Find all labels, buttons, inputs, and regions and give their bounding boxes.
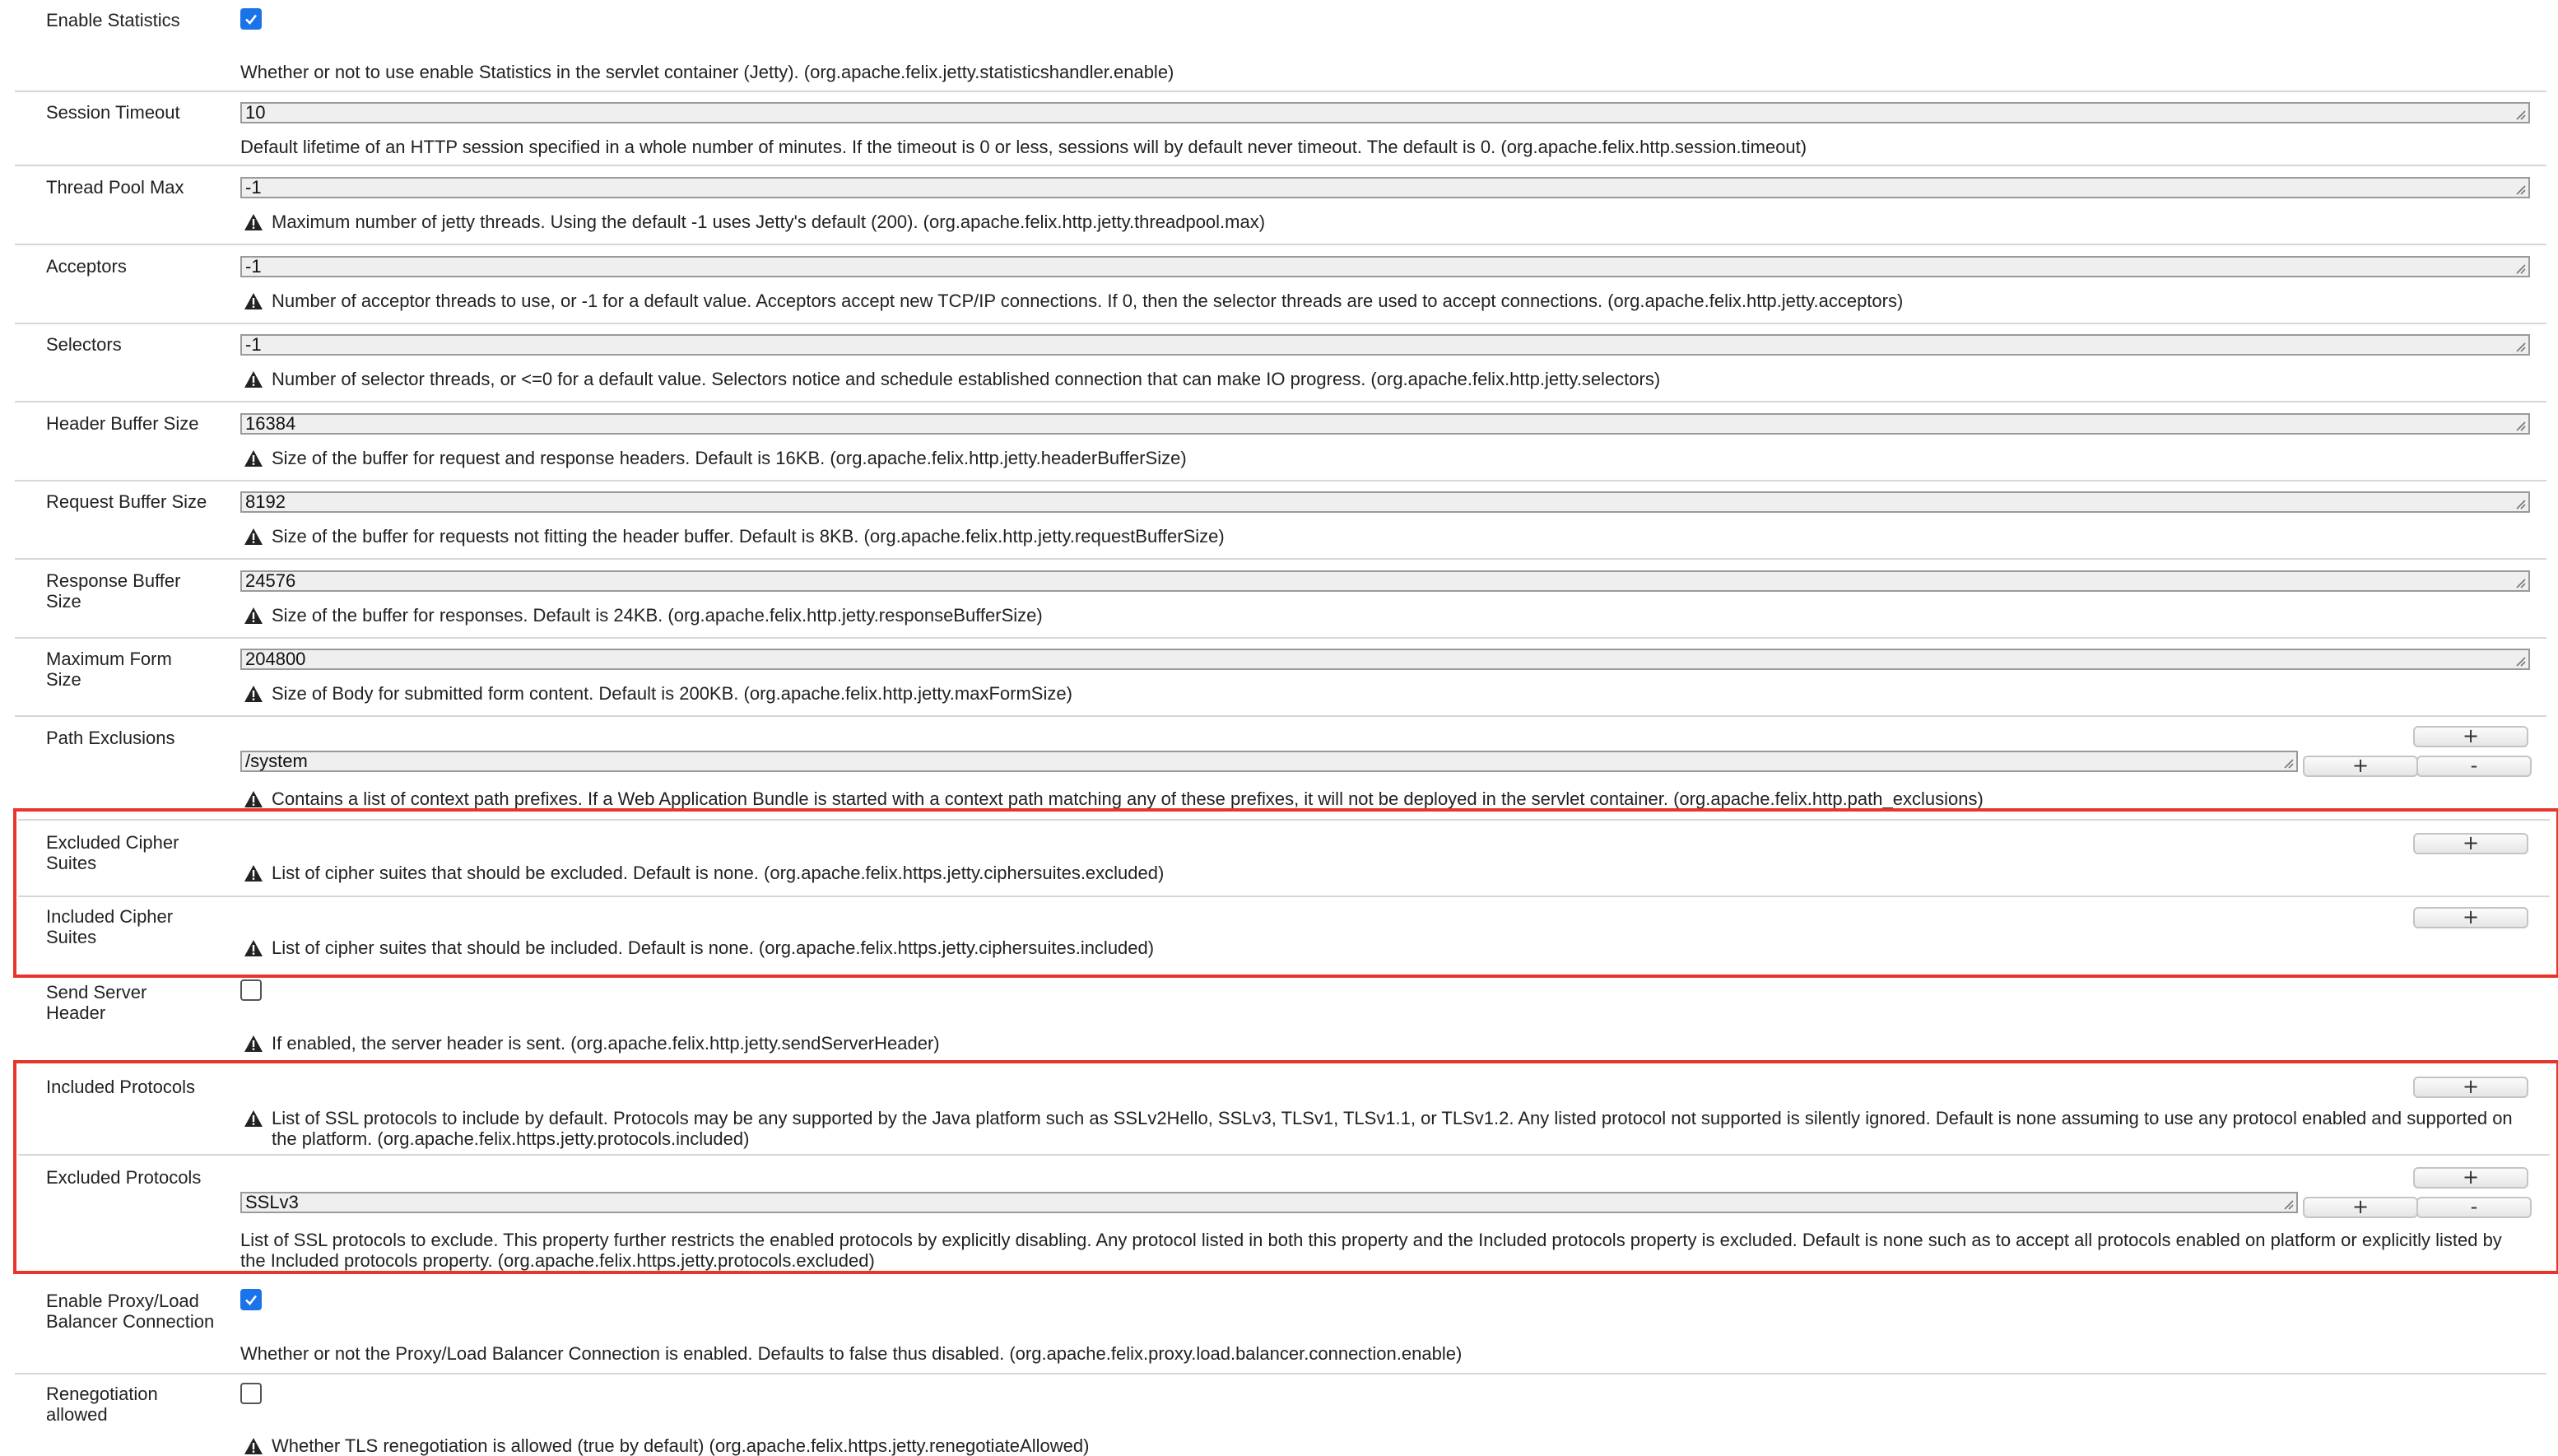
selectors-field[interactable] <box>240 334 2530 356</box>
send-server-header-description-row <box>240 1033 2525 1054</box>
row-separator <box>15 244 2546 245</box>
header-buffer-size-field[interactable] <box>240 413 2530 435</box>
row-separator <box>15 637 2546 639</box>
selectors-description-row <box>240 369 2525 389</box>
excluded-protocols-description: List of SSL protocols to exclude. This property further restricts the enabled protocols by explicitly disabling. Any protocol listed in both this property and the Included protocols property is excluded. Default is none such as to accept all protocols enabled on platform or explicitly listed by the Included protocols property. (org.apache.felix.https.jetty.protocols.excluded) <box>240 1230 2502 1271</box>
included-protocols-add-button[interactable]: + <box>2413 1077 2528 1098</box>
row-separator <box>15 1373 2546 1375</box>
path-exclusions-add-button[interactable]: + <box>2413 726 2528 747</box>
path-exclusions-description: Contains a list of context path prefixes. If a Web Application Bundle is started with a context path matching any of these prefixes, it will not be deployed in the servlet container. (org.apache.felix.http.path_exclusions) <box>272 788 1984 809</box>
thread-pool-max-description: Maximum number of jetty threads. Using the default -1 uses Jetty's default (200). (org.apache.felix.http.jetty.threadpool.max) <box>272 212 1266 232</box>
header-buffer-size-description: Size of the buffer for request and response headers. Default is 16KB. (org.apache.felix.http.jetty.headerBufferSize) <box>272 448 1187 468</box>
excluded-protocols-remove-button[interactable]: - <box>2416 1197 2532 1218</box>
excluded-protocols-value: SSLv3 <box>245 1192 299 1212</box>
row-separator <box>18 895 2550 897</box>
path-exclusions-label: Path Exclusions <box>46 728 175 748</box>
excluded-protocols-add-button[interactable]: + <box>2413 1167 2528 1189</box>
path-exclusions-description-row <box>240 788 2525 809</box>
send-server-header-description: If enabled, the server header is sent. (org.apache.felix.http.jetty.sendServerHeader) <box>272 1033 940 1054</box>
enable-proxy-label: Enable Proxy/Load Balancer Connection <box>46 1291 215 1332</box>
session-timeout-field[interactable] <box>240 102 2530 123</box>
acceptors-value: -1 <box>245 256 262 277</box>
path-exclusions-value: /system <box>245 751 308 771</box>
row-separator <box>18 819 2550 821</box>
header-buffer-size-label: Header Buffer Size <box>46 413 199 434</box>
thread-pool-max-field[interactable] <box>240 177 2530 198</box>
row-separator <box>15 401 2546 402</box>
excluded-cipher-suites-label: Excluded Cipher Suites <box>46 832 179 873</box>
enable-proxy-description: Whether or not the Proxy/Load Balancer Connection is enabled. Defaults to false thus disabled. (org.apache.felix.proxy.load.balancer.connection.enable) <box>240 1343 1463 1364</box>
enable-statistics-checkbox[interactable] <box>240 8 262 30</box>
enable-statistics-description: Whether or not to use enable Statistics in the servlet container (Jetty). (org.apache.felix.jetty.statisticshandler.enable) <box>240 62 1174 82</box>
renegotiation-allowed-checkbox[interactable] <box>240 1383 262 1404</box>
excluded-cipher-suites-add-button[interactable]: + <box>2413 833 2528 854</box>
selectors-description: Number of selector threads, or <=0 for a default value. Selectors notice and schedule established connection that can make IO progress. (org.apache.felix.http.jetty.selectors) <box>272 369 1661 389</box>
warning-icon <box>244 1109 263 1128</box>
renegotiation-allowed-label: Renegotiation allowed <box>46 1384 158 1425</box>
included-cipher-suites-description: List of cipher suites that should be included. Default is none. (org.apache.felix.https.jetty.ciphersuites.included) <box>272 937 1155 958</box>
enable-proxy-checkbox[interactable] <box>240 1289 262 1310</box>
maximum-form-size-description-row <box>240 683 2525 704</box>
selectors-label: Selectors <box>46 334 122 355</box>
resize-grip-icon[interactable] <box>2514 577 2526 588</box>
request-buffer-size-description: Size of the buffer for requests not fitting the header buffer. Default is 8KB. (org.apache.felix.http.jetty.requestBufferSize) <box>272 526 1225 547</box>
resize-grip-icon[interactable] <box>2514 498 2526 509</box>
renegotiation-allowed-description-row <box>240 1435 2525 1456</box>
excluded-protocols-insert-button[interactable]: + <box>2303 1197 2418 1218</box>
thread-pool-max-label: Thread Pool Max <box>46 177 184 198</box>
warning-icon <box>244 449 263 468</box>
included-cipher-suites-label: Included Cipher Suites <box>46 906 174 947</box>
acceptors-description-row <box>240 291 2525 311</box>
excluded-cipher-suites-description-row <box>240 863 2525 883</box>
response-buffer-size-description-row <box>240 605 2525 626</box>
row-separator <box>15 480 2546 481</box>
session-timeout-label: Session Timeout <box>46 102 180 123</box>
response-buffer-size-field[interactable] <box>240 570 2530 592</box>
maximum-form-size-value: 204800 <box>245 649 306 669</box>
header-buffer-size-value: 16384 <box>245 413 296 434</box>
checkmark-icon <box>244 12 258 26</box>
response-buffer-size-value: 24576 <box>245 570 296 591</box>
warning-icon <box>244 528 263 546</box>
included-protocols-label: Included Protocols <box>46 1077 195 1097</box>
thread-pool-max-value: -1 <box>245 177 262 198</box>
response-buffer-size-description: Size of the buffer for responses. Default is 24KB. (org.apache.felix.http.jetty.responseBufferSize) <box>272 605 1043 626</box>
resize-grip-icon[interactable] <box>2514 420 2526 431</box>
maximum-form-size-description: Size of Body for submitted form content. Default is 200KB. (org.apache.felix.http.jetty.maxFormSize) <box>272 683 1072 704</box>
warning-icon <box>244 292 263 310</box>
request-buffer-size-label: Request Buffer Size <box>46 491 207 512</box>
warning-icon <box>244 864 263 882</box>
maximum-form-size-field[interactable] <box>240 649 2530 670</box>
row-separator <box>15 165 2546 166</box>
maximum-form-size-label: Maximum Form Size <box>46 649 172 690</box>
renegotiation-allowed-description: Whether TLS renegotiation is allowed (true by default) (org.apache.felix.https.jetty.renegotiateAllowed) <box>272 1435 1090 1456</box>
request-buffer-size-value: 8192 <box>245 491 286 512</box>
excluded-protocols-field[interactable] <box>240 1192 2298 1213</box>
response-buffer-size-label: Response Buffer Size <box>46 570 181 612</box>
row-separator <box>15 558 2546 560</box>
checkmark-icon <box>244 1292 258 1307</box>
thread-pool-max-description-row <box>240 212 2525 232</box>
send-server-header-checkbox[interactable] <box>240 979 262 1001</box>
send-server-header-label: Send Server Header <box>46 982 147 1023</box>
row-separator <box>15 91 2546 92</box>
resize-grip-icon[interactable] <box>2282 1198 2294 1210</box>
resize-grip-icon[interactable] <box>2514 655 2526 667</box>
acceptors-description: Number of acceptor threads to use, or -1 for a default value. Acceptors accept new TCP/IP connections. If 0, then the selector threads are used to accept connections. (org.apache.felix.http.jetty.acceptors) <box>272 291 1904 311</box>
row-separator <box>15 323 2546 324</box>
row-separator <box>15 715 2546 717</box>
warning-icon <box>244 685 263 703</box>
warning-icon <box>244 213 263 231</box>
resize-grip-icon[interactable] <box>2514 341 2526 352</box>
excluded-protocols-label: Excluded Protocols <box>46 1167 202 1188</box>
warning-icon <box>244 1437 263 1455</box>
session-timeout-value: 10 <box>245 102 266 123</box>
request-buffer-size-field[interactable] <box>240 491 2530 513</box>
acceptors-field[interactable] <box>240 256 2530 277</box>
request-buffer-size-description-row <box>240 526 2525 547</box>
warning-icon <box>244 607 263 625</box>
path-exclusions-insert-button[interactable]: + <box>2303 756 2418 777</box>
path-exclusions-remove-button[interactable]: - <box>2416 756 2532 777</box>
row-separator <box>18 1154 2550 1156</box>
session-timeout-description: Default lifetime of an HTTP session specified in a whole number of minutes. If the timeout is 0 or less, sessions will by default never timeout. The default is 0. (org.apache.felix.http.session.timeout) <box>240 137 1807 157</box>
warning-icon <box>244 370 263 388</box>
selectors-value: -1 <box>245 334 262 355</box>
included-cipher-suites-description-row <box>240 937 2525 958</box>
resize-grip-icon[interactable] <box>2282 757 2294 769</box>
included-protocols-description-row <box>240 1108 2525 1149</box>
header-buffer-size-description-row <box>240 448 2525 468</box>
warning-icon <box>244 939 263 957</box>
included-protocols-description: List of SSL protocols to include by default. Protocols may be any supported by the Java platform such as SSLv2Hello, SSLv3, TLSv1, TLSv1.1, or TLSv1.2. Any listed protocol not supported is silently ignored. Default is none assuming to use any protocol enabled and supported on the platform. (org.apache.felix.https.jetty.protocols.included) <box>272 1108 2513 1149</box>
path-exclusions-field[interactable] <box>240 751 2298 772</box>
excluded-cipher-suites-description: List of cipher suites that should be excluded. Default is none. (org.apache.felix.https.jetty.ciphersuites.excluded) <box>272 863 1165 883</box>
warning-icon <box>244 790 263 808</box>
enable-statistics-label: Enable Statistics <box>46 10 180 30</box>
resize-grip-icon[interactable] <box>2514 184 2526 195</box>
warning-icon <box>244 1035 263 1053</box>
resize-grip-icon[interactable] <box>2514 263 2526 274</box>
acceptors-label: Acceptors <box>46 256 127 277</box>
resize-grip-icon[interactable] <box>2514 109 2526 120</box>
included-cipher-suites-add-button[interactable]: + <box>2413 907 2528 928</box>
